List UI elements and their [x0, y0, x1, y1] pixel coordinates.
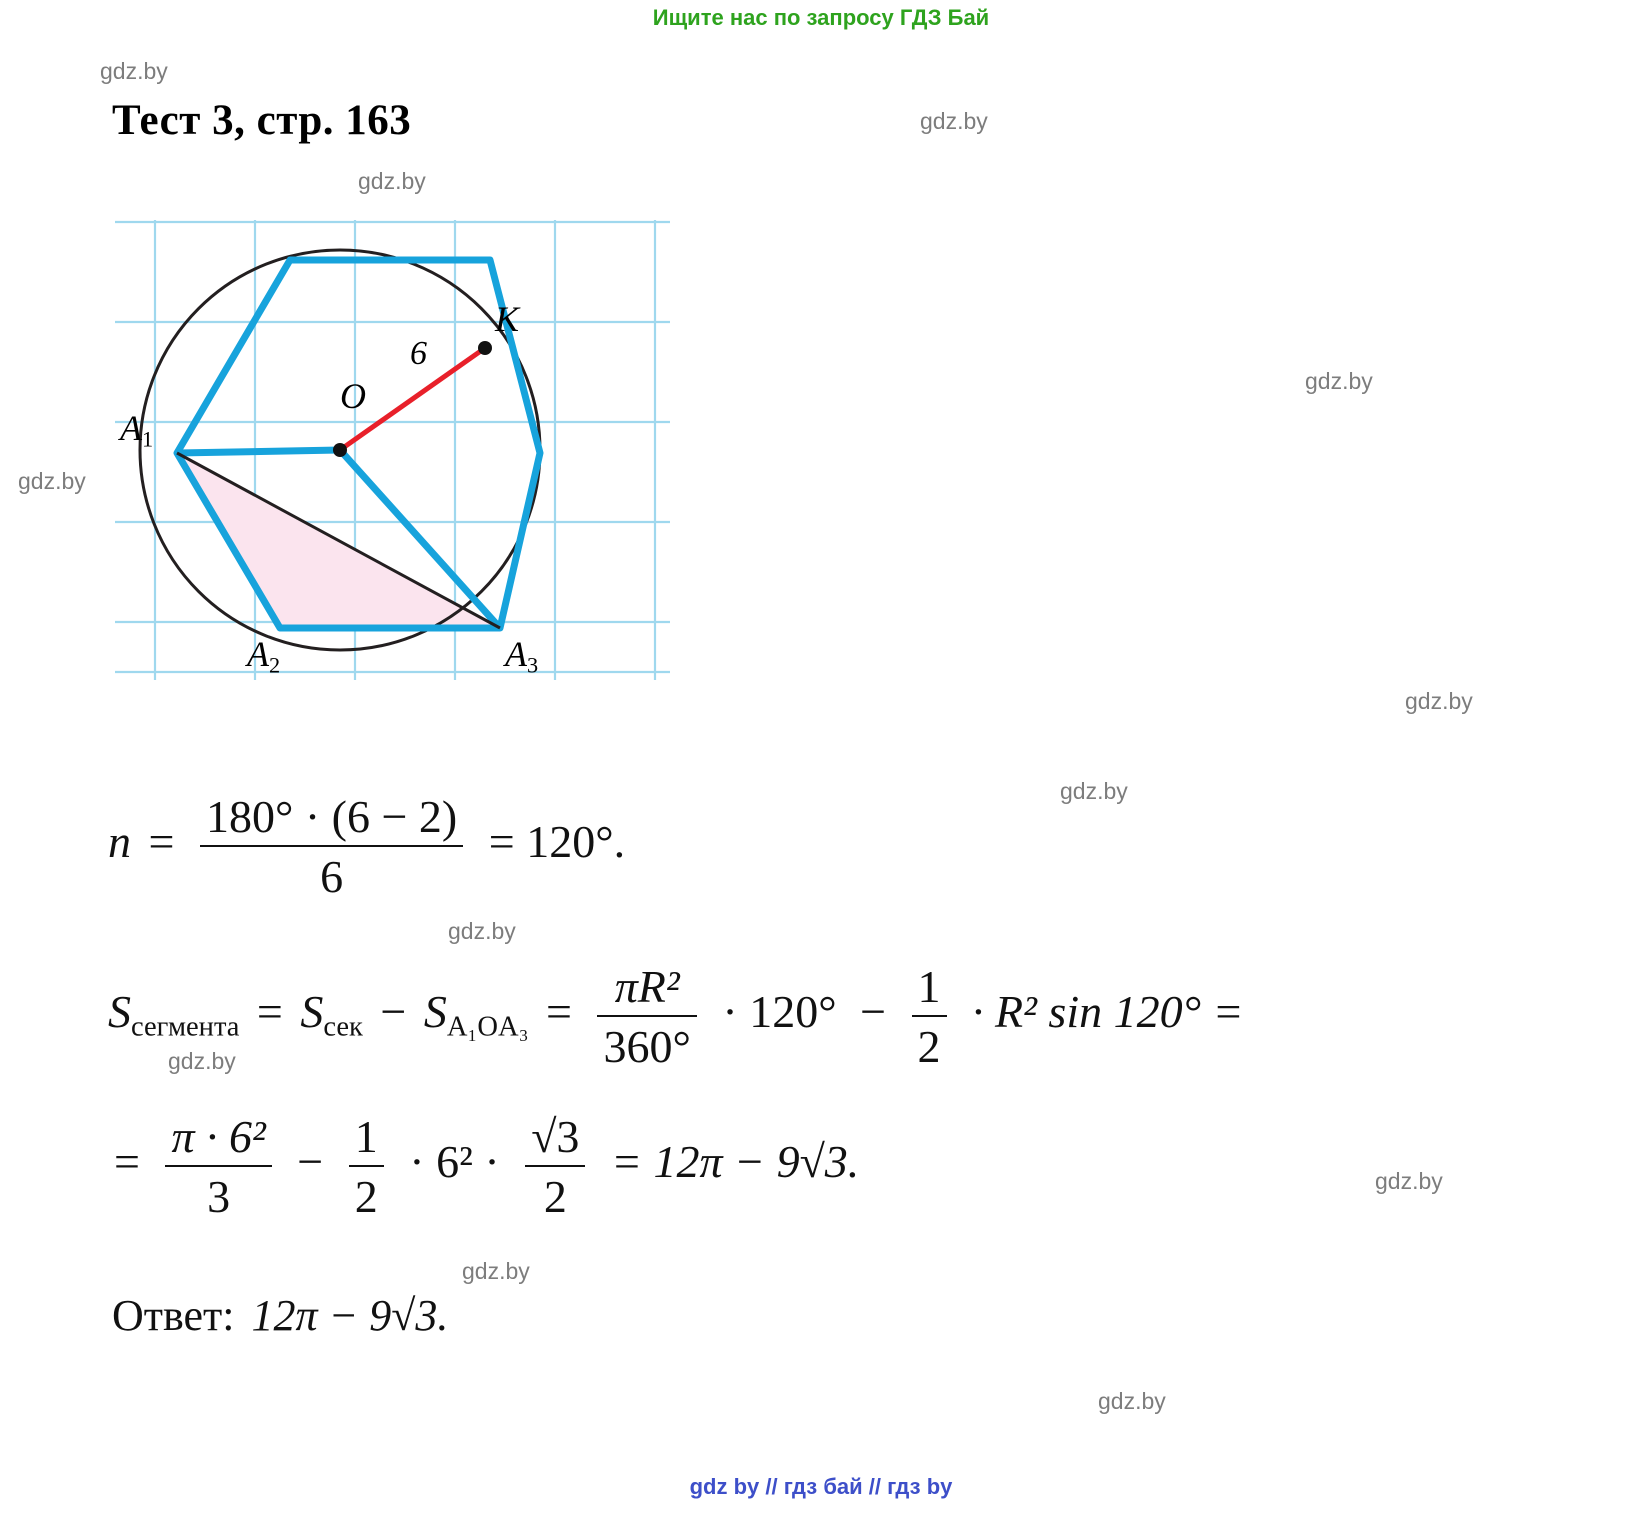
- equation-substitution: [108, 1110, 865, 1223]
- eq2-minus-1: −: [380, 986, 407, 1038]
- watermark: gdz.by: [920, 108, 988, 134]
- eq3-frac1-numerator: π · 6²: [165, 1110, 271, 1167]
- eq3-fraction-2: [349, 1110, 384, 1223]
- bottom-promo-banner: gdz by // гдз бай // гдз by: [689, 1474, 953, 1499]
- label-point-k: K: [495, 299, 520, 339]
- eq2-ssek-subscript: сек: [323, 1011, 363, 1043]
- eq2-fraction-sector: [597, 960, 696, 1073]
- eq3-fraction-3: [525, 1110, 585, 1223]
- eq2-mul-120: · 120°: [722, 986, 837, 1038]
- eq3-rhs: = 12π − 9√3.: [610, 1136, 860, 1188]
- watermark: gdz.by: [1060, 778, 1128, 804]
- eq2-minus-2: −: [860, 986, 887, 1038]
- watermark: gdz.by: [462, 1258, 530, 1284]
- eq3-frac2-denominator: 2: [354, 1171, 378, 1222]
- eq3-frac3-numerator: √3: [525, 1110, 585, 1167]
- page-title: Тест 3, стр. 163: [112, 97, 412, 144]
- eq1-rhs: = 120°.: [488, 816, 626, 868]
- geometry-figure: [95, 200, 695, 700]
- label-vertex-a3: $A_3$: [505, 634, 539, 678]
- equation-angle: [108, 790, 631, 903]
- eq2-striangle-subscript: A₁OA₃: [446, 1011, 529, 1043]
- eq2-equals-2: =: [546, 986, 572, 1038]
- point-k: [478, 341, 492, 355]
- eq1-denominator: 6: [320, 851, 344, 902]
- watermark: gdz.by: [448, 918, 516, 944]
- eq2-s-label: S: [108, 986, 131, 1038]
- eq2-frac-denominator: 360°: [603, 1021, 691, 1072]
- label-vertex-a1: $A_1$: [120, 408, 154, 452]
- eq1-fraction: [200, 790, 463, 903]
- label-vertex-a2: $A_2$: [247, 634, 281, 678]
- eq2-frac-numerator: πR²: [597, 960, 696, 1017]
- watermark: gdz.by: [1405, 688, 1473, 714]
- label-vertex-a2-sub: 2: [269, 652, 281, 678]
- answer-value: 12π − 9√3.: [251, 1291, 449, 1340]
- eq2-fraction-half: [912, 960, 947, 1073]
- eq2-ssek: S: [300, 986, 324, 1038]
- eq2-tail: · R² sin 120° =: [972, 986, 1244, 1038]
- label-center-o: O: [340, 376, 366, 416]
- eq3-frac1-denominator: 3: [207, 1171, 231, 1222]
- watermark: gdz.by: [1098, 1388, 1166, 1414]
- eq1-equals: =: [148, 816, 175, 868]
- equation-segment-area: [108, 960, 1250, 1073]
- label-vertex-a3-sub: 3: [527, 652, 539, 678]
- watermark: gdz.by: [100, 58, 168, 84]
- top-promo-banner: Ищите нас по запросу ГДЗ Бай: [652, 5, 990, 30]
- watermark: gdz.by: [1305, 368, 1373, 394]
- eq3-frac3-denominator: 2: [543, 1171, 567, 1222]
- eq3-frac2-numerator: 1: [349, 1110, 384, 1167]
- eq2-s-subscript: сегмента: [131, 1011, 240, 1043]
- eq3-fraction-1: [165, 1110, 271, 1223]
- eq2-half-numerator: 1: [912, 960, 947, 1017]
- point-o: [333, 443, 347, 457]
- watermark: gdz.by: [358, 168, 426, 194]
- eq3-multiply: · 6² ·: [409, 1136, 500, 1188]
- answer-label: Ответ:: [112, 1291, 235, 1340]
- eq3-minus: −: [297, 1136, 324, 1188]
- eq2-half-denominator: 2: [917, 1021, 941, 1072]
- watermark: gdz.by: [1375, 1168, 1443, 1194]
- answer-line: [112, 1290, 454, 1341]
- eq2-striangle: S: [423, 986, 447, 1038]
- eq1-numerator: 180° · (6 − 2): [200, 790, 463, 847]
- watermark: gdz.by: [168, 1048, 236, 1074]
- watermark: gdz.by: [18, 468, 86, 494]
- eq3-equals: =: [114, 1136, 140, 1188]
- radius-a1-o: [177, 450, 340, 453]
- label-vertex-a1-sub: 1: [142, 426, 154, 452]
- eq2-equals-1: =: [256, 986, 283, 1038]
- label-radius-value: 6: [410, 335, 427, 372]
- eq1-lhs: n: [108, 816, 131, 868]
